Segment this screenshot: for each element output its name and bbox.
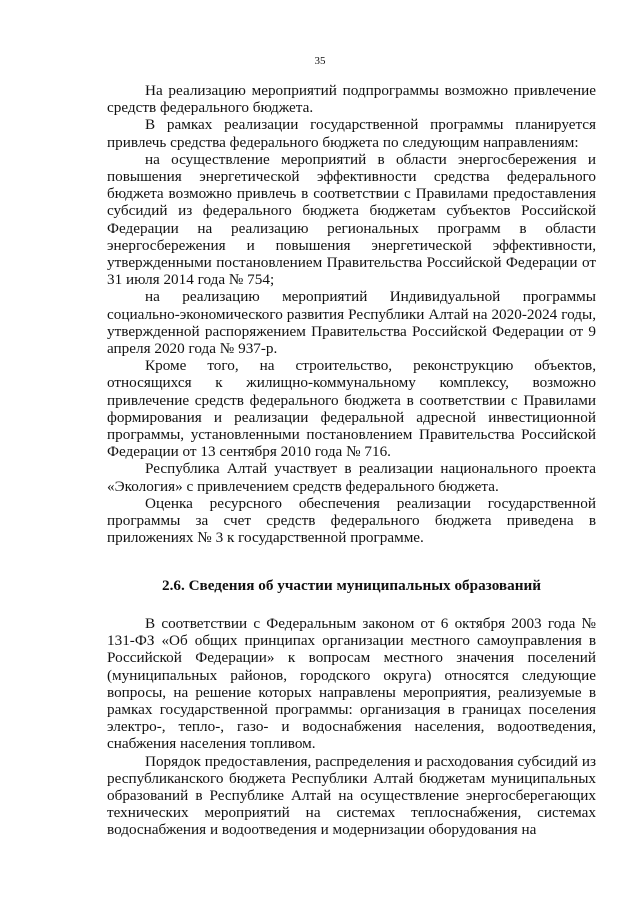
paragraph: Оценка ресурсного обеспечения реализации государственной программы за счет средств федерального бюджета приведена в приложениях № 3 к государственной программе.	[107, 494, 596, 547]
body-text-top	[107, 82, 596, 546]
paragraph: На реализацию мероприятий подпрограммы возможно привлечение средств федерального бюджета.	[107, 82, 596, 117]
body-text-bottom	[107, 615, 596, 839]
section-heading: 2.6. Сведения об участии муниципальных образований	[162, 577, 541, 594]
paragraph: В соответствии с Федеральным законом от 6 октября 2003 года № 131-ФЗ «Об общих принципах организации местного самоуправления в Российской Федерации» к вопросам местного значения поселений (муниципальных районов, городского округа) относятся следующие вопросы, на решение которых направлены мероприятия, реализуемые в рамках государственной программы: организация в границах поселения электро-, тепло-, газо- и водоснабжения населения, водоотведения, снабжения населения топливом.	[107, 615, 596, 753]
paragraph: Кроме того, на строительство, реконструкцию объектов, относящихся к жилищно-коммунальному комплексу, возможно привлечение средств федерального бюджета в соответствии с Правилами формирования и реализации федеральной адресной инвестиционной программы, установленными постановлением Правительства Российской Федерации от 13 сентября 2010 года № 716.	[107, 357, 596, 461]
paragraph: на осуществление мероприятий в области энергосбережения и повышения энергетической эффективности средства федерального бюджета возможно привлечь в соответствии с Правилами предоставления субсидий из федерального бюджета бюджетам субъектов Российской Федерации на реализацию региональных программ в области энергосбережения и повышения энергетической эффективности, утвержденными постановлением Правительства Российской Федерации от 31 июля 2014 года № 754;	[107, 150, 596, 289]
paragraph: Республика Алтай участвует в реализации национального проекта «Экология» с привлечением средств федерального бюджета.	[107, 460, 596, 495]
paragraph: на реализацию мероприятий Индивидуальной программы социально-экономического развития Республики Алтай на 2020-2024 годы, утвержденной распоряжением Правительства Российской Федерации от 9 апреля 2020 года № 937-р.	[107, 288, 596, 358]
paragraph: Порядок предоставления, распределения и расходования субсидий из республиканского бюджета Республики Алтай бюджетам муниципальных образований в Республике Алтай на осуществление энергосберегающих технических мероприятий на системах теплоснабжения, системах водоснабжения и водоотведения и модернизации оборудования на	[107, 752, 596, 839]
page-number: 35	[314, 55, 326, 67]
paragraph: В рамках реализации государственной программы планируется привлечь средства федерального бюджета по следующим направлениям:	[107, 116, 596, 151]
